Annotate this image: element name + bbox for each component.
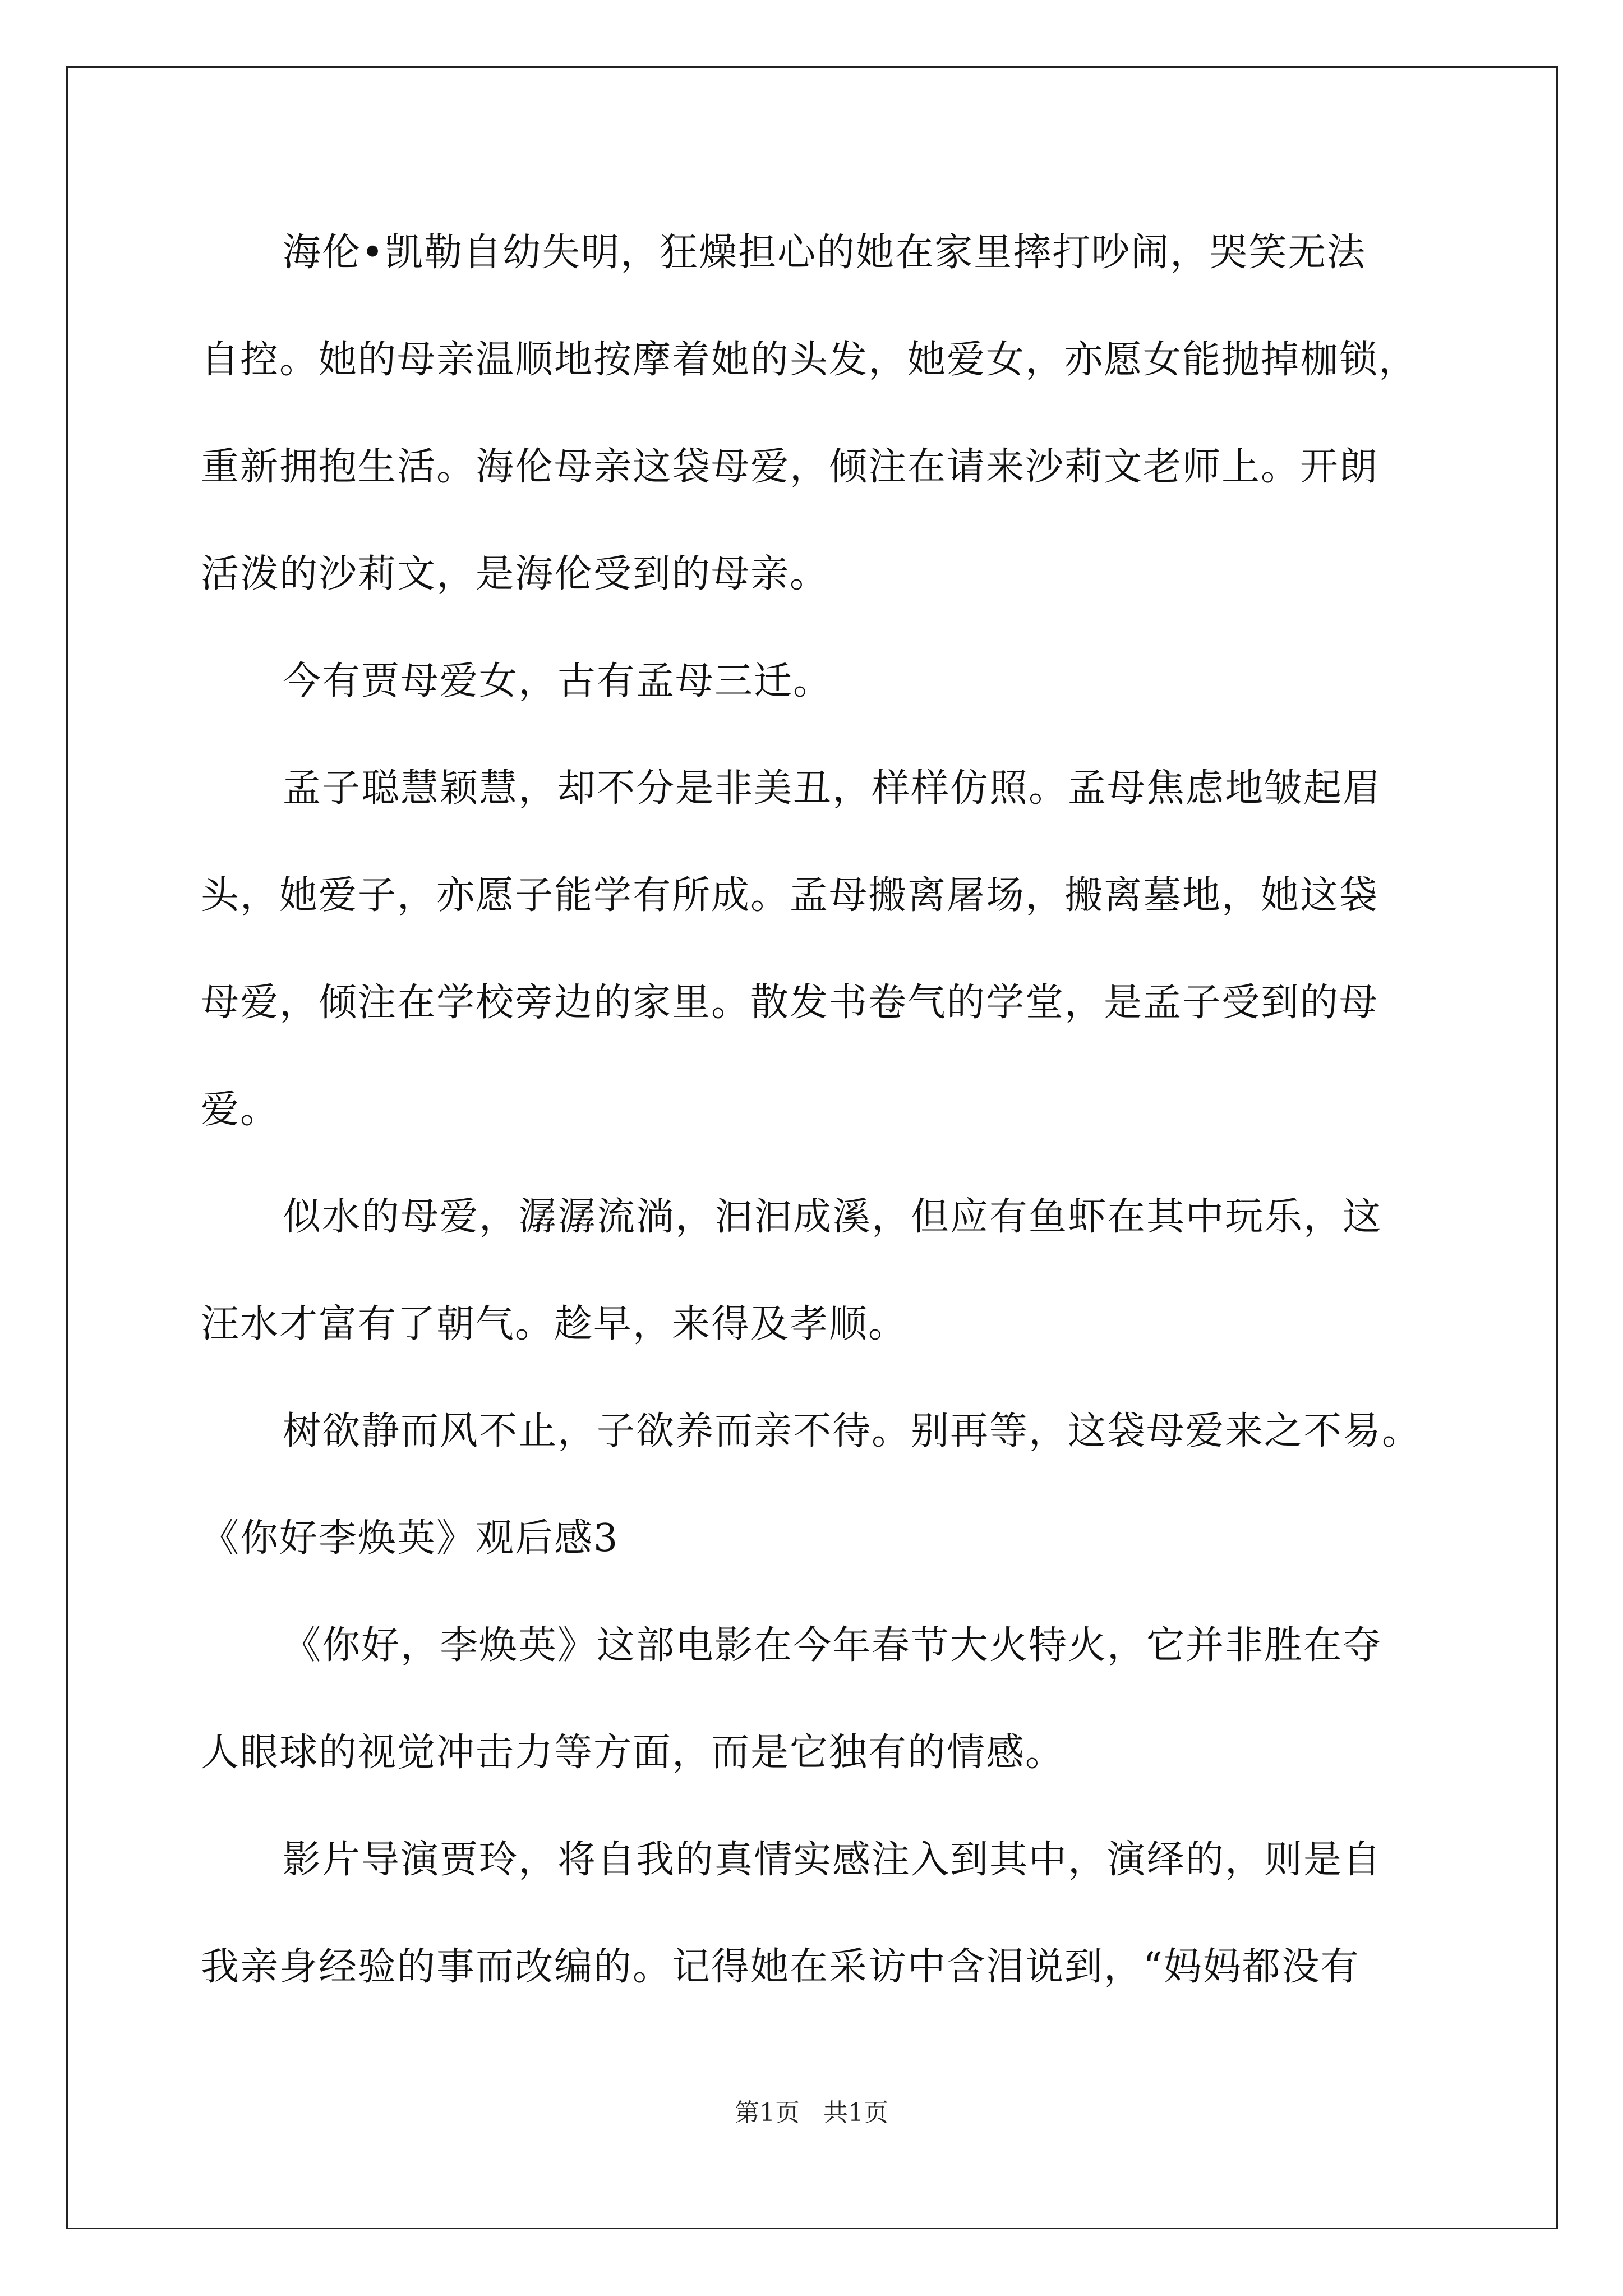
paragraph-line: 孟子聪慧颖慧，却不分是非美丑，样样仿照。孟母焦虑地皱起眉 [283, 766, 1382, 811]
section-heading: 《你好李焕英》观后感3 [201, 1516, 619, 1561]
document-body [201, 199, 1429, 2021]
paragraph-line: 《你好，李焕英》这部电影在今年春节大火特火，它并非胜在夺 [283, 1623, 1382, 1668]
paragraph-line: 头，她爱子，亦愿子能学有所成。孟母搬离屠场，搬离墓地，她这袋 [201, 873, 1379, 918]
paragraph-line: 人眼球的视觉冲击力等方面，而是它独有的情感。 [201, 1731, 1065, 1775]
paragraph-line: 树欲静而风不止，子欲养而亲不待。别再等，这袋母爱来之不易。 [283, 1409, 1422, 1453]
paragraph-line: 母爱，倾注在学校旁边的家里。散发书卷气的学堂，是孟子受到的母 [201, 981, 1379, 1025]
paragraph-line: 似水的母爱，潺潺流淌，汩汩成溪，但应有鱼虾在其中玩乐，这 [283, 1195, 1382, 1239]
paragraph-line: 爱。 [201, 1088, 280, 1132]
paragraph-line: 今有贾母爱女，古有孟母三迁。 [283, 659, 833, 703]
paragraph-line: 我亲身经验的事而改编的。记得她在采访中含泪说到，“妈妈都没有 [201, 1945, 1360, 1989]
page-number: 第1页 共1页 [735, 2099, 888, 2127]
paragraph-line: 活泼的沙莉文，是海伦受到的母亲。 [201, 552, 829, 596]
paragraph-line: 汪水才富有了朝气。趁早，来得及孝顺。 [201, 1302, 908, 1346]
paragraph-line: 重新拥抱生活。海伦母亲这袋母爱，倾注在请来沙莉文老师上。开朗 [201, 445, 1379, 489]
paragraph-line: 自控。她的母亲温顺地按摩着她的头发，她爱女，亦愿女能抛掉枷锁， [201, 338, 1418, 382]
paragraph-line: 海伦•凯勒自幼失明，狂燥担心的她在家里摔打吵闹，哭笑无法 [283, 231, 1367, 275]
paragraph-line: 影片导演贾玲，将自我的真情实感注入到其中，演绎的，则是自 [283, 1838, 1382, 1882]
